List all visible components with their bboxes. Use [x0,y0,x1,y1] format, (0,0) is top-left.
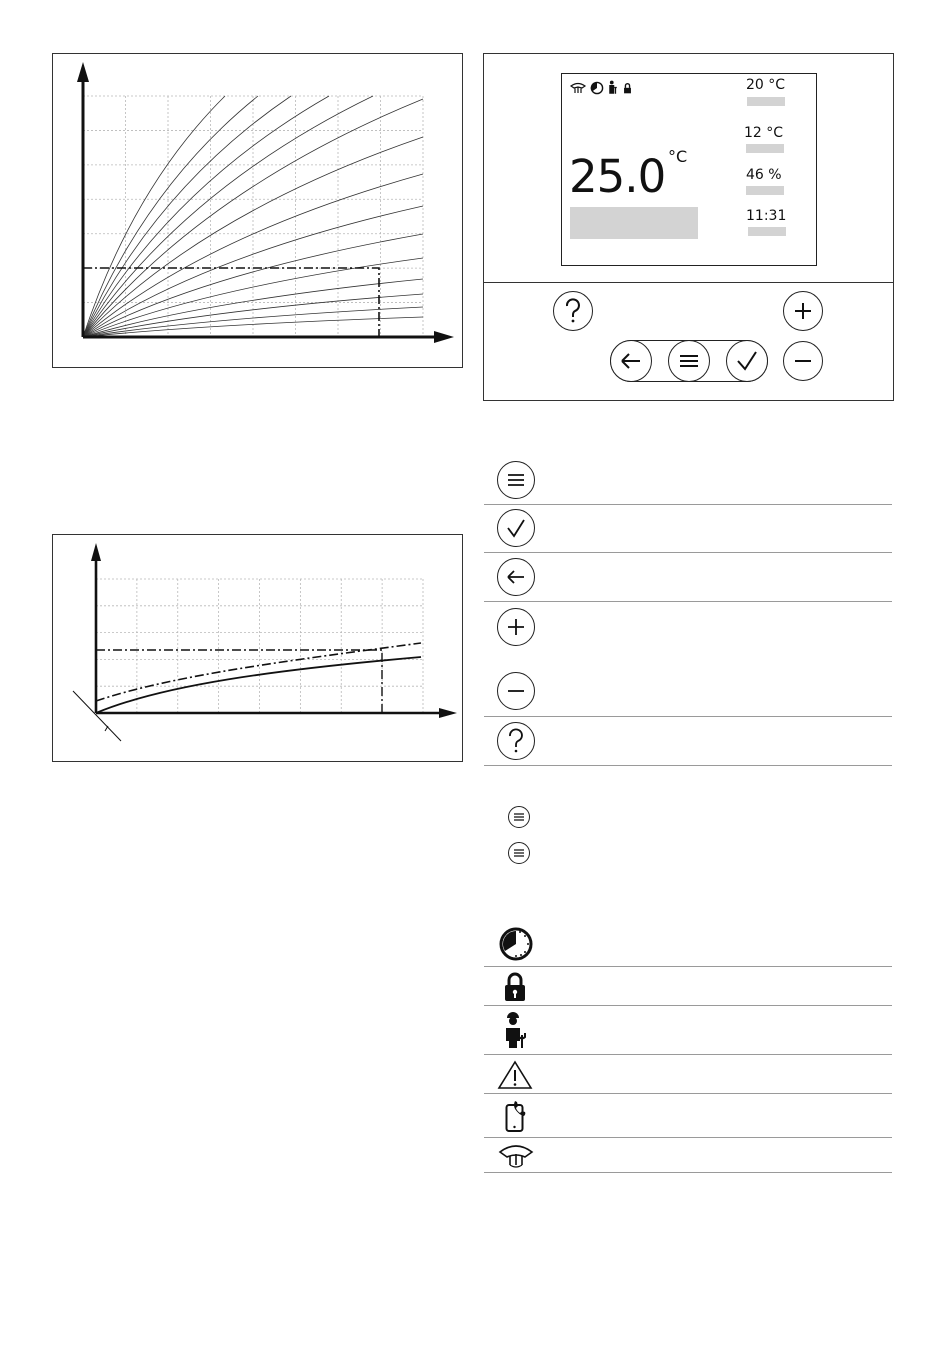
small-menu-icon [508,806,530,828]
back-arrow-icon [611,341,651,381]
legend-divider [484,552,892,553]
legend-plus-icon [497,608,535,646]
minus-button[interactable] [783,341,823,381]
back-button[interactable] [610,340,652,382]
heating-curve-offset-diagram [52,534,463,762]
symbol-divider [484,1093,892,1094]
internet-icon [498,1143,534,1167]
legend-divider [484,765,892,766]
reference-line [96,650,382,713]
minus-icon [784,342,822,380]
symbol-divider [484,966,892,967]
legend-divider [484,601,892,602]
side-value-4: 11:31 [746,208,787,224]
heating-curve [83,96,373,337]
plus-icon [784,292,822,330]
status-bar [570,207,698,239]
plus-button[interactable] [783,291,823,331]
symbol-divider [484,1137,892,1138]
side-bar-3 [746,186,784,195]
legend-minus-icon [497,672,535,710]
timer-icon [590,81,604,95]
legend-back-icon [497,558,535,596]
heating-curve [83,96,329,337]
x-axis-arrow [434,331,454,343]
heating-curve-offset-svg [53,535,464,763]
y-axis-arrow [77,62,89,82]
menu-icon [669,341,709,381]
symbol-divider [484,1005,892,1006]
checkmark-icon [727,341,767,381]
small-menu-icon [508,842,530,864]
heating-curves-svg [53,54,464,369]
main-temperature-unit: °C [668,147,688,166]
side-value-3: 46 % [746,167,782,183]
heating-curves-diagram [52,53,463,368]
offset-curve [96,643,421,701]
controller-divider [484,282,893,283]
legend-confirm-icon [497,509,535,547]
symbol-divider [484,1172,892,1173]
help-button[interactable] [553,291,593,331]
installer-icon [607,80,619,95]
phone-icon [505,1099,527,1133]
lock-icon [623,83,632,94]
question-icon [554,292,592,330]
side-value-1: 20 °C [746,77,786,93]
confirm-button[interactable] [726,340,768,382]
legend-divider [484,716,892,717]
axis-break-tick [105,726,108,731]
legend-help-icon [497,722,535,760]
side-bar-2 [746,144,784,153]
installer-icon [503,1011,527,1049]
menu-button[interactable] [668,340,710,382]
lock-icon [503,972,527,1002]
x-axis-arrow [439,708,457,718]
legend-menu-icon [497,461,535,499]
legend-divider [484,504,892,505]
side-bar-1 [747,97,785,106]
warning-icon [497,1060,533,1090]
y-axis-arrow [91,543,101,561]
symbol-divider [484,1054,892,1055]
timer-icon [498,926,534,962]
display-screen [561,73,817,266]
controller-panel [483,53,894,401]
internet-icon [570,82,586,94]
side-value-2: 12 °C [744,125,784,141]
main-temperature: 25.0 [569,150,666,203]
side-bar-4 [748,227,786,236]
heating-curve [83,96,225,337]
